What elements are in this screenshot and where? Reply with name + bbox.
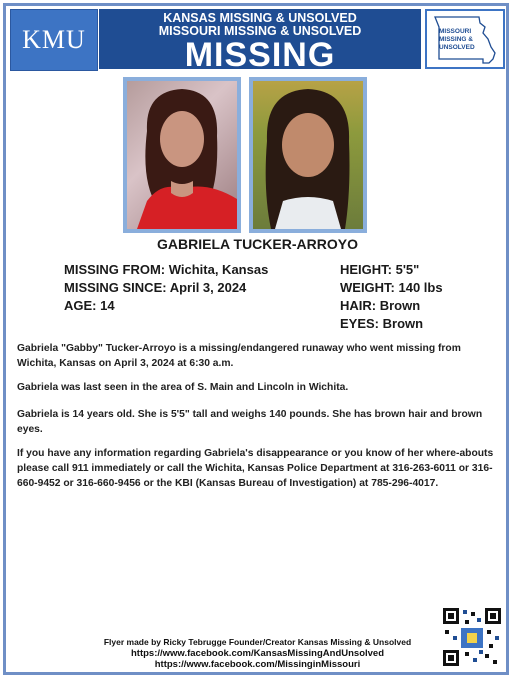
weight: WEIGHT: 140 lbs [340,280,443,295]
missouri-logo [425,9,505,69]
missouri-logo-line-3: UNSOLVED [439,44,475,51]
title-banner [99,9,421,74]
missing-since: MISSING SINCE: April 3, 2024 [64,280,247,295]
title-line-1: KANSAS MISSING & UNSOLVED [163,11,357,25]
info-right-column [340,261,443,333]
age: AGE: 14 [64,298,115,313]
height: HEIGHT: 5'5" [340,262,420,277]
paragraph-description: Gabriela is 14 years old. She is 5'5" tall and weighs 140 pounds. She has brown hair and brown eyes. [17,409,483,435]
photo-2-icon [253,81,363,229]
kmu-logo [10,9,98,71]
paragraph-summary: Gabriela "Gabby" Tucker-Arroyo is a missing/endangered runaway who went missing from Wichita, Kansas on April 3, 2024 at 6:30 a.m. [17,343,461,369]
missing-title: MISSING [184,36,336,74]
footer-credit: Flyer made by Ricky Tebrugge Founder/Creator Kansas Missing & Unsolved [103,637,412,647]
qr-code-icon [441,606,503,668]
kmu-logo-text: KMU [22,25,86,54]
photo-1 [123,77,241,233]
info-left-column [64,261,268,315]
footer [0,637,515,670]
title-line-2: MISSOURI MISSING & UNSOLVED [158,24,362,38]
eyes: EYES: Brown [340,316,424,331]
paragraph-last-seen: Gabriela was last seen in the area of S. Main and Lincoln in Wichita. [17,382,349,393]
photo-2 [249,77,367,233]
footer-link-missouri[interactable]: https://www.facebook.com/MissinginMissouri [154,659,361,670]
header [6,6,509,72]
missouri-logo-line-2: MISSING & [439,36,473,43]
missouri-logo-line-1: MISSOURI [439,28,472,35]
photo-1-icon [127,81,237,229]
footer-link-kansas[interactable]: https://www.facebook.com/KansasMissingAndUnsolved [130,648,385,659]
hair: HAIR: Brown [340,298,421,313]
person-name: GABRIELA TUCKER-ARROYO [157,236,358,252]
paragraph-contact: If you have any information regarding Gabriela's disappearance or you know of her where-abouts please call 911 immediately or call the Wichita, Kansas Police Department at 316-263-6011 or 316-660-9452 or 316-660-9456 or the KBI (Kansas Bureau of Investigation) at 785-296-4017. [17,448,494,489]
missing-from: MISSING FROM: Wichita, Kansas [64,262,269,277]
